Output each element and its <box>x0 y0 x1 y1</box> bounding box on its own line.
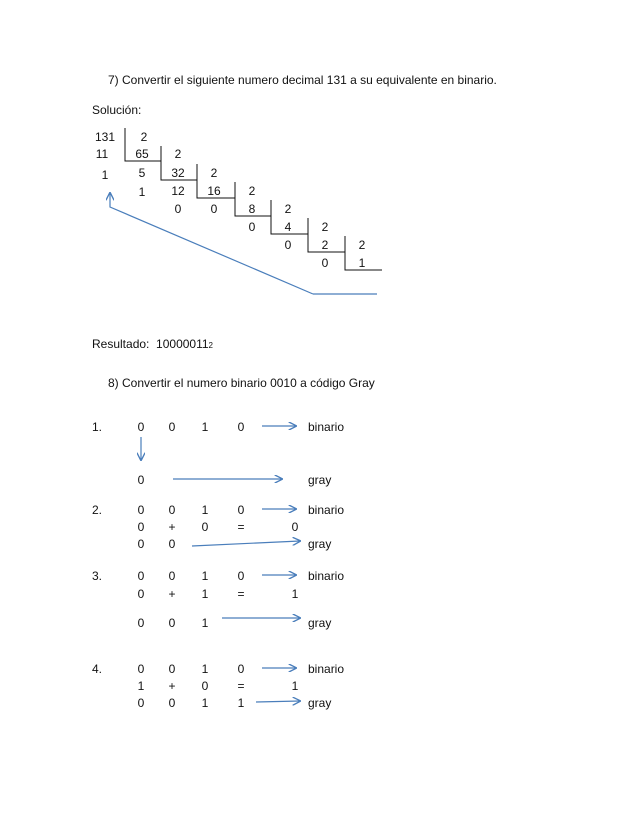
division-cell: 0 <box>284 238 292 252</box>
binary-digit: 0 <box>237 569 245 583</box>
division-cell: 2 <box>321 220 329 234</box>
step-number: 1. <box>92 420 103 434</box>
gray-label: gray <box>308 537 332 551</box>
division-cell: 1 <box>101 168 109 182</box>
gray-digit: 1 <box>237 696 245 710</box>
gray-label: gray <box>308 616 332 630</box>
division-bracket <box>197 164 235 198</box>
division-bracket <box>271 200 308 234</box>
division-cell: 0 <box>248 220 256 234</box>
binary-digit: 1 <box>201 662 209 676</box>
operation-plus: + <box>168 520 176 534</box>
division-cell: 1 <box>138 185 146 199</box>
solution-label: Solución: <box>92 103 142 117</box>
division-bracket <box>308 218 345 252</box>
division-cell: 32 <box>171 166 185 180</box>
operation-equals: = <box>237 679 245 693</box>
division-bracket <box>125 128 161 161</box>
reading-arrow <box>110 193 377 294</box>
division-bracket <box>235 182 271 216</box>
division-bracket <box>161 146 197 180</box>
binary-digit: 0 <box>237 503 245 517</box>
gray-label: gray <box>308 696 332 710</box>
division-cell: 2 <box>140 130 148 144</box>
arrow-right-icon <box>192 541 300 546</box>
gray-digit: 0 <box>137 616 145 630</box>
division-cell: 4 <box>284 220 292 234</box>
division-cell: 8 <box>248 202 256 216</box>
division-cell: 2 <box>210 166 218 180</box>
arrow-up-icon <box>110 193 313 294</box>
gray-digit: 0 <box>137 473 145 487</box>
division-cell: 2 <box>321 238 329 252</box>
binary-label: binario <box>308 569 345 583</box>
division-cell: 2 <box>284 202 292 216</box>
step-number: 4. <box>92 662 103 676</box>
result-base: 2 <box>208 341 213 350</box>
division-brackets <box>125 128 382 270</box>
division-cell: 65 <box>135 147 149 161</box>
gray-label: gray <box>308 473 332 487</box>
binary-digit: 0 <box>168 420 176 434</box>
division-cell: 2 <box>358 238 366 252</box>
division-cell: 11 <box>95 147 109 161</box>
gray-digit: 0 <box>137 696 145 710</box>
operation-plus: + <box>168 587 176 601</box>
division-bracket <box>345 236 382 270</box>
problem-7-heading: 7) Convertir el siguiente numero decimal 131 a su equivalente en binario. <box>108 73 497 87</box>
binary-digit: 1 <box>201 503 209 517</box>
binary-digit: 0 <box>168 569 176 583</box>
binary-digit: 0 <box>168 662 176 676</box>
gray-digit: 0 <box>168 696 176 710</box>
binary-digit: 1 <box>201 569 209 583</box>
division-cell: 2 <box>174 147 182 161</box>
operation-term: 0 <box>201 520 209 534</box>
division-cell: 12 <box>171 184 185 198</box>
binary-digit: 0 <box>237 662 245 676</box>
binary-digit: 0 <box>137 503 145 517</box>
division-cell: 1 <box>358 256 366 270</box>
binary-label: binario <box>308 503 345 517</box>
operation-result: 0 <box>291 520 299 534</box>
problem-8-heading: 8) Convertir el numero binario 0010 a código Gray <box>108 376 375 390</box>
division-cell: 2 <box>248 184 256 198</box>
binary-digit: 0 <box>137 420 145 434</box>
gray-digit: 1 <box>201 616 209 630</box>
result-value: 10000011 <box>156 337 209 351</box>
binary-digit: 0 <box>137 569 145 583</box>
operation-term: 0 <box>137 520 145 534</box>
binary-digit: 0 <box>237 420 245 434</box>
binary-label: binario <box>308 662 345 676</box>
gray-digit: 1 <box>201 696 209 710</box>
gray-digit: 0 <box>168 537 176 551</box>
binary-digit: 0 <box>168 503 176 517</box>
operation-term: 1 <box>201 587 209 601</box>
operation-plus: + <box>168 679 176 693</box>
binary-digit: 1 <box>201 420 209 434</box>
step-number: 2. <box>92 503 103 517</box>
operation-result: 1 <box>291 679 299 693</box>
arrow-right-icon <box>256 701 300 702</box>
operation-term: 1 <box>137 679 145 693</box>
gray-digit: 0 <box>168 616 176 630</box>
gray-arrows <box>141 426 300 702</box>
division-cell: 0 <box>210 202 218 216</box>
binary-label: binario <box>308 420 345 434</box>
operation-term: 0 <box>137 587 145 601</box>
division-cell: 0 <box>321 256 329 270</box>
division-cell: 5 <box>138 166 146 180</box>
operation-result: 1 <box>291 587 299 601</box>
operation-equals: = <box>237 587 245 601</box>
result-label: Resultado: <box>92 337 150 351</box>
step-number: 3. <box>92 569 103 583</box>
binary-digit: 0 <box>137 662 145 676</box>
operation-term: 0 <box>201 679 209 693</box>
operation-equals: = <box>237 520 245 534</box>
division-cell: 131 <box>94 130 116 144</box>
division-cell: 16 <box>207 184 221 198</box>
division-cell: 0 <box>174 202 182 216</box>
gray-digit: 0 <box>137 537 145 551</box>
